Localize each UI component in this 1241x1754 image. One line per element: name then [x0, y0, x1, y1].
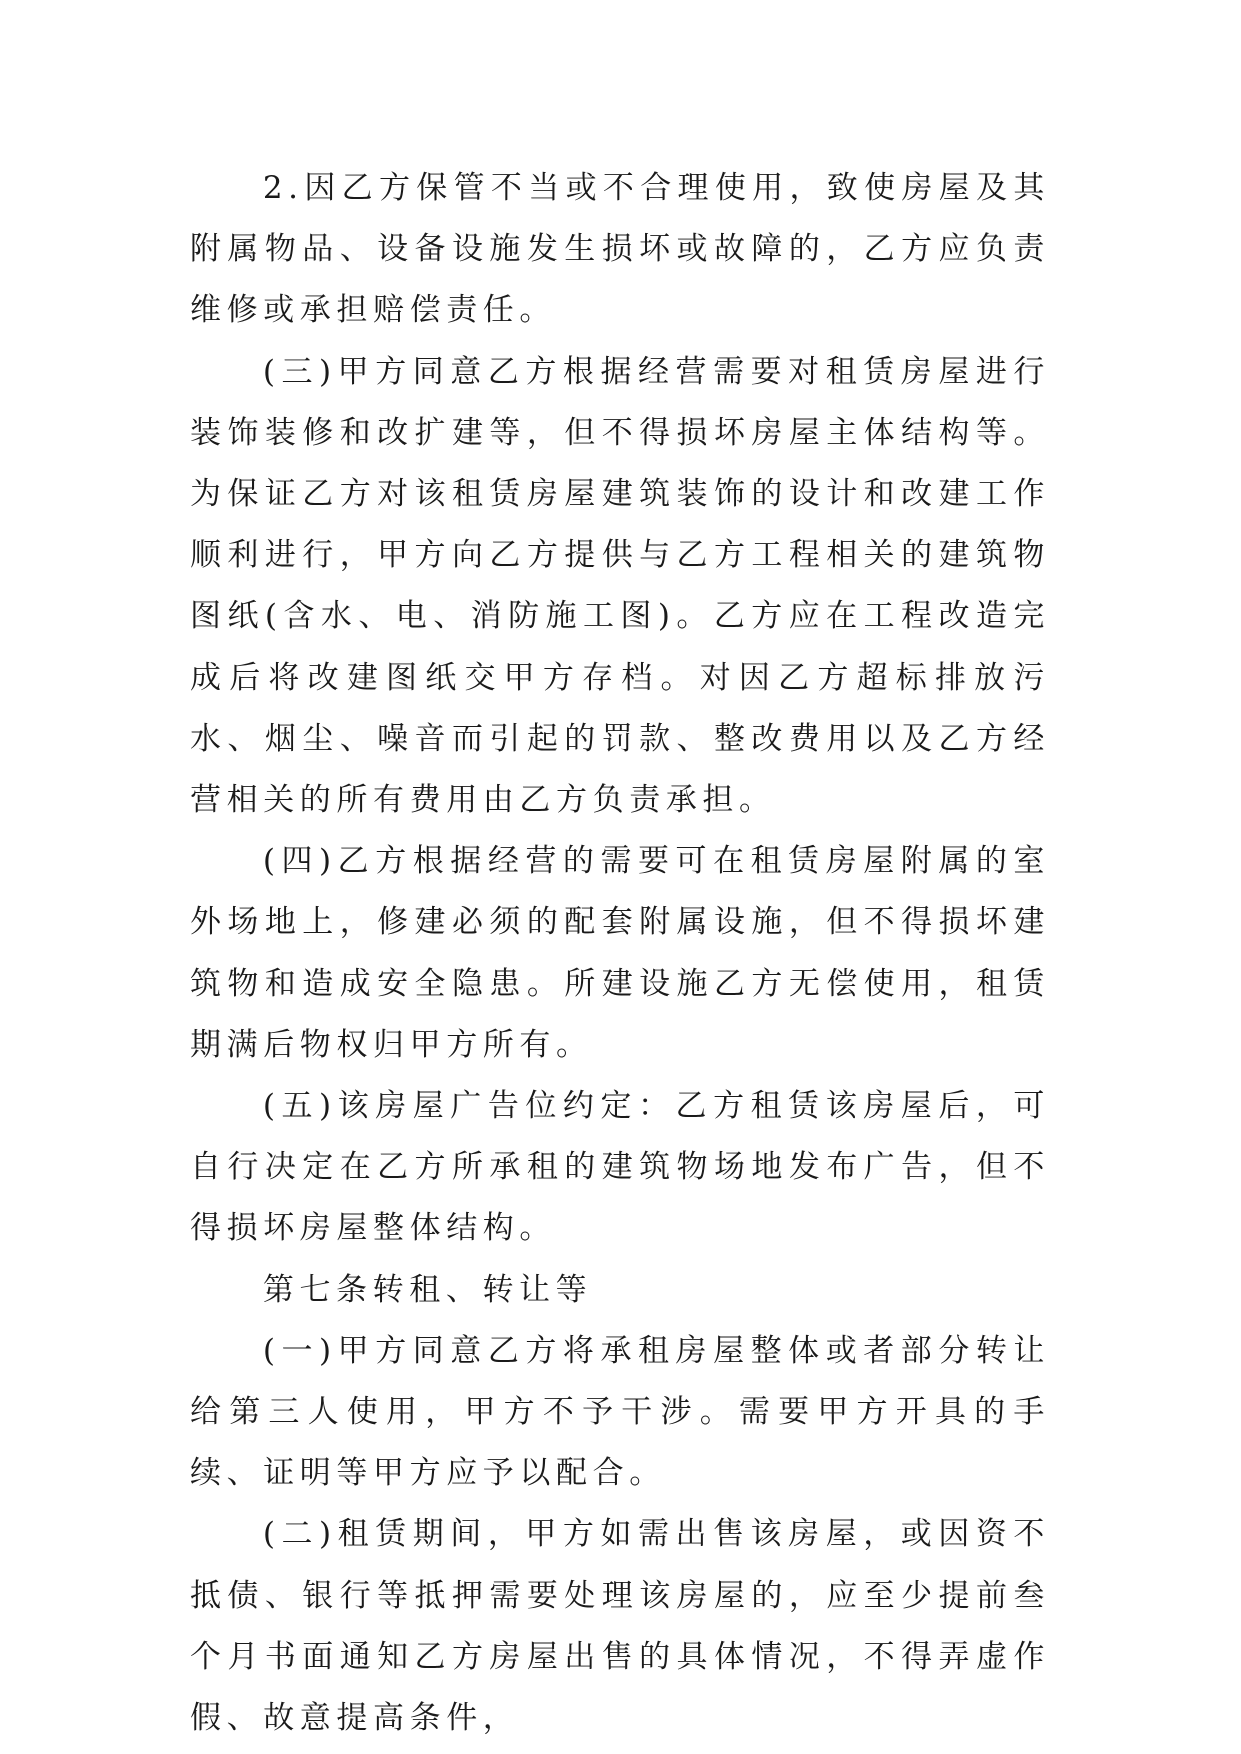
paragraph-clause-3-renovation: (三)甲方同意乙方根据经营需要对租赁房屋进行装饰装修和改扩建等，但不得损坏房屋主体结构等。为保证乙方对该租赁房屋建筑装饰的设计和改建工作顺利进行，甲方向乙方提供与乙方工程相关的建筑物图纸(含水、电、消防施工图)。乙方应在工程改造完成后将改建图纸交甲方存档。对因乙方超标排放污水、烟尘、噪音而引起的罚款、整改费用以及乙方经营相关的所有费用由乙方负责承担。: [190, 353, 1050, 819]
paragraph-clause-1-sublease: (一)甲方同意乙方将承租房屋整体或者部分转让给第三人使用，甲方不予干涉。需要甲方开具的手续、证明等甲方应予以配合。: [190, 1332, 1050, 1492]
paragraph-clause-2-sale-notice: (二)租赁期间，甲方如需出售该房屋，或因资不抵债、银行等抵押需要处理该房屋的，应至少提前叁个月书面通知乙方房屋出售的具体情况，不得弄虚作假、故意提高条件，: [190, 1516, 1050, 1737]
paragraph-clause-4-outdoor-facilities: (四)乙方根据经营的需要可在租赁房屋附属的室外场地上，修建必须的配套附属设施，但不得损坏建筑物和造成安全隐患。所建设施乙方无偿使用，租赁期满后物权归甲方所有。: [190, 843, 1050, 1063]
document-body: [190, 158, 1050, 1749]
paragraph-item-2-damage-liability: 2.因乙方保管不当或不合理使用，致使房屋及其附属物品、设备设施发生损坏或故障的，乙方应负责维修或承担赔偿责任。: [190, 170, 1050, 329]
paragraph-clause-5-advertising: (五)该房屋广告位约定：乙方租赁该房屋后，可自行决定在乙方所承租的建筑物场地发布广告，但不得损坏房屋整体结构。: [190, 1088, 1050, 1247]
section-heading-article-7: 第七条转租、转让等: [262, 1271, 593, 1308]
